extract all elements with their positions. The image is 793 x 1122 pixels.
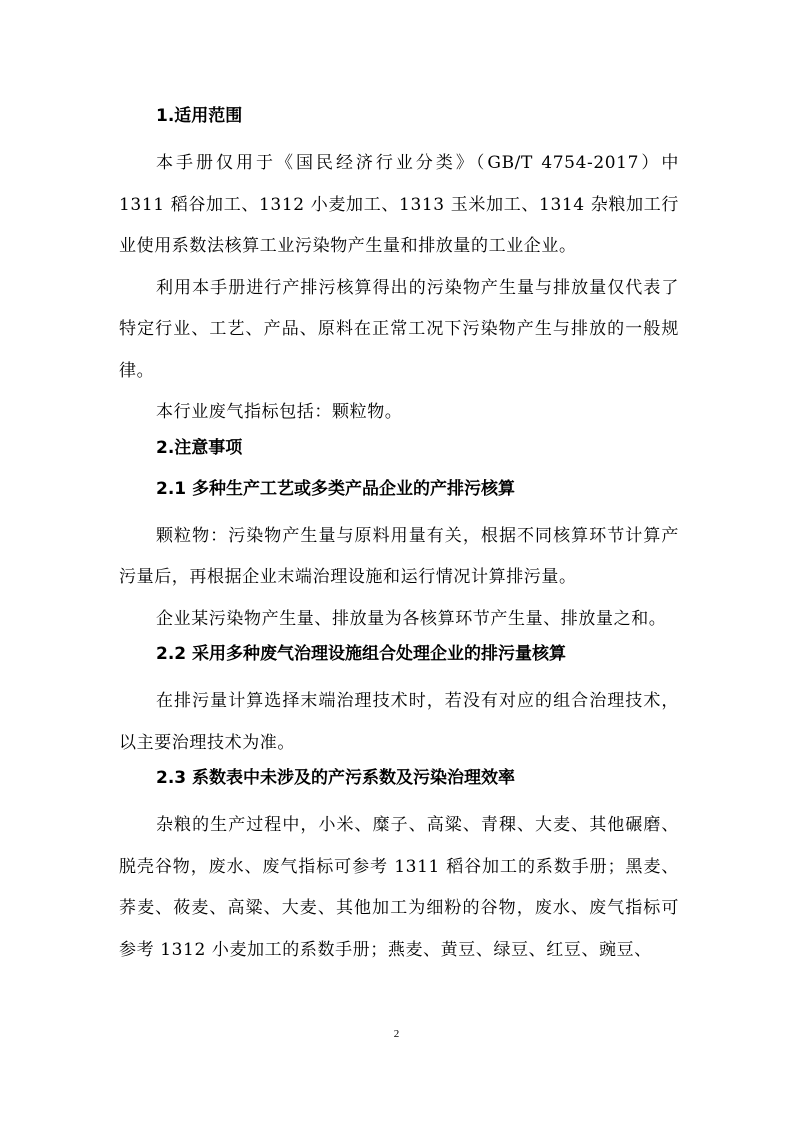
page-number: 2 bbox=[393, 1028, 400, 1040]
paragraph-particulate-accounting: 颗粒物：污染物产生量与原料用量有关，根据不同核算环节计算产污量后，再根据企业末端治理设施和运行情况计算排污量。 bbox=[119, 525, 679, 587]
paragraph-scope-limitations: 利用本手册进行产排污核算得出的污染物产生量与排放量仅代表了特定行业、工艺、产品、原料在正常工况下污染物产生与排放的一般规律。 bbox=[119, 277, 679, 381]
paragraph-sum-of-links: 企业某污染物产生量、排放量为各核算环节产生量、排放量之和。 bbox=[156, 608, 667, 629]
page-content bbox=[119, 102, 679, 971]
section-heading-notes: 2.注意事项 bbox=[156, 437, 243, 458]
section-heading-scope: 1.适用范围 bbox=[156, 106, 243, 126]
paragraph-coarse-grains: 杂粮的生产过程中，小米、糜子、高粱、青稞、大麦、其他碾磨、脱壳谷物，废水、废气指标可参考 1311 稻谷加工的系数手册；黑麦、荞麦、莜麦、高粱、大麦、其他加工为细粉的谷物，废水、废气指标可参考 1312 小麦加工的系数手册；燕麦、黄豆、绿豆、红豆、豌豆、 bbox=[119, 815, 679, 960]
paragraph-combined-treatment: 在排污量计算选择末端治理技术时，若没有对应的组合治理技术，以主要治理技术为准。 bbox=[119, 691, 679, 753]
subsection-heading-2-2: 2.2 采用多种废气治理设施组合处理企业的排污量核算 bbox=[156, 644, 567, 664]
subsection-heading-2-3: 2.3 系数表中未涉及的产污系数及污染治理效率 bbox=[156, 768, 516, 788]
paragraph-exhaust-indicators: 本行业废气指标包括：颗粒物。 bbox=[156, 402, 403, 422]
subsection-heading-2-1: 2.1 多种生产工艺或多类产品企业的产排污核算 bbox=[156, 478, 516, 499]
paragraph-scope-applicability: 本手册仅用于《国民经济行业分类》（GB/T 4754-2017）中 1311 稻谷加工、1312 小麦加工、1313 玉米加工、1314 杂粮加工行业使用系数法核算工业污染物产生量和排放量的工业企业。 bbox=[119, 153, 679, 256]
